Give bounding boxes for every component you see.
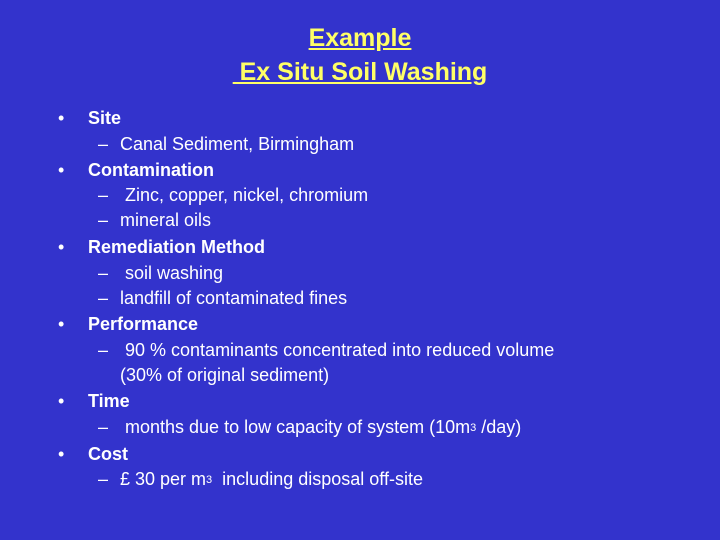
- dash-icon: –: [98, 340, 109, 360]
- sub-bullet-text: [120, 418, 521, 436]
- dash-icon: –: [98, 469, 109, 489]
- bullet-icon: •: [58, 108, 65, 128]
- sub-bullet-text: Zinc, copper, nickel, chromium: [120, 185, 369, 205]
- slide-title-line-2: Ex Situ Soil Washing: [232, 58, 488, 86]
- bullet-performance: [58, 314, 199, 334]
- superscript: 3: [470, 422, 477, 434]
- slide-title-line-1: Example: [308, 24, 412, 52]
- dash-icon: –: [98, 288, 109, 308]
- bullet-icon: •: [58, 314, 65, 334]
- bullet-label: Time: [88, 391, 130, 411]
- superscript: 3: [206, 474, 213, 486]
- sub-bullet-text: soil washing: [120, 263, 224, 283]
- bullet-icon: •: [58, 391, 65, 411]
- bullet-time: [58, 391, 130, 411]
- sub-bullet-text: 90 % contaminants concentrated into reduced volume: [120, 340, 555, 360]
- sub-bullet-text: landfill of contaminated fines: [120, 288, 348, 308]
- bullet-label: Site: [88, 108, 122, 128]
- sub-bullet-continuation: (30% of original sediment): [120, 365, 330, 385]
- sub-bullet-text: Canal Sediment, Birmingham: [120, 134, 355, 154]
- sub-bullet-text: mineral oils: [120, 210, 212, 230]
- bullet-icon: •: [58, 444, 65, 464]
- text-part: £ 30 per m: [120, 469, 207, 489]
- text-part: months due to low capacity of system (10m: [120, 417, 471, 437]
- dash-icon: –: [98, 263, 109, 283]
- bullet-contamination: [58, 160, 214, 180]
- bullet-label: Performance: [88, 314, 199, 334]
- bullet-label: Contamination: [88, 160, 214, 180]
- text-part: including disposal off-site: [212, 469, 423, 489]
- bullet-icon: •: [58, 160, 65, 180]
- bullet-label: Remediation Method: [88, 237, 266, 257]
- dash-icon: –: [98, 185, 109, 205]
- dash-icon: –: [98, 417, 109, 437]
- bullet-icon: •: [58, 237, 65, 257]
- sub-bullet-text: [120, 470, 423, 488]
- dash-icon: –: [98, 210, 109, 230]
- bullet-cost: [58, 444, 128, 464]
- bullet-remediation-method: [58, 237, 266, 257]
- dash-icon: –: [98, 134, 109, 154]
- bullet-label: Cost: [88, 444, 128, 464]
- text-part: /day): [476, 417, 522, 437]
- bullet-site: [58, 108, 122, 128]
